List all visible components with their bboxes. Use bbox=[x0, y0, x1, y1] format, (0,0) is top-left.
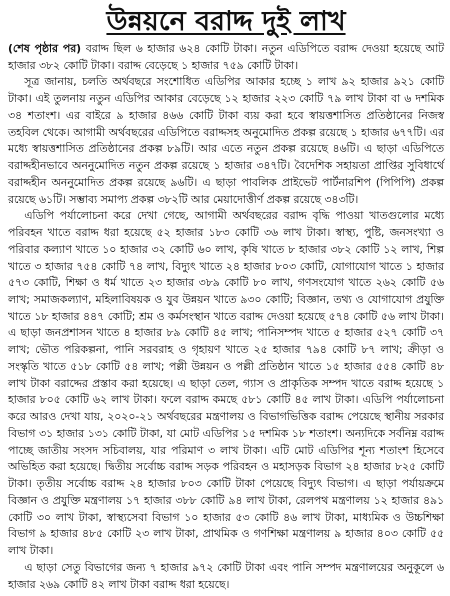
article-paragraph-3: এডিপি পর্যালোচনা করে দেখা গেছে, আগামী অর্থবছরের বরাদ্দ বৃদ্ধি পাওয়া খাতগুলোর মধ্যে পরিবহন খাতে বরাদ্দ ধরা হয়েছে ৫২ হাজার ১৮৩ কোটি ৩৬ লাখ টাকা। স্বাস্থ্য, পুষ্টি, জনসংখ্যা ও পরিবার কল্যাণ খাতে ১০ হাজার ৩২ কোটি ৬০ লাখ, কৃষি খাতে ৮ হাজার ৩৮২ কোটি ১২ লাখ, শিল্প খাতে ৩ হাজার ৭৫৪ কোটি ৭৪ লাখ, বিদ্যুৎ খাতে ২৪ হাজার ৮০৩ কোটি, যোগাযোগ খাতে ১ হাজার ৫৭৩ কোটি, শিক্ষা ও ধর্ম খাতে ২৩ হাজার ৩৮৯ কোটি ৮০ লাখ, গণসংযোগ খাতে ২৬২ কোটি ৫৬ লাখ; সমাজকল্যাণ, মহিলাবিষয়ক ও যুব উন্নয়ন খাতে ৯৩০ কোটি; বিজ্ঞান, তথ্য ও যোগাযোগ প্রযুক্তি খাতে ১৮ হাজার ৪৪৭ কোটি; শ্রম ও কর্মসংস্থান খাতে বরাদ্দ দেওয়া হয়েছে ৫৭৪ কোটি ৫৬ লাখ টাকা। এ ছাড়া জনপ্রশাসন খাতে ৪ হাজার ৮৯ কোটি ৪৫ লাখ; পানিসম্পদ খাতে ৫ হাজার ৫২৭ কোটি ৩৭ লাখ; ভৌত পরিকল্পনা, পানি সরবরাহ ও গৃহায়ণ খাতে ২৫ হাজার ৭৯৪ কোটি ৮৭ লাখ; ক্রীড়া ও সংস্কৃতি খাতে ৫১৮ কোটি ৫৪ লাখ; পল্লী উন্নয়ন ও পল্লী প্রতিষ্ঠান খাতে ১৫ হাজার ৫৫৪ কোটি ৪৮ লাখ টাকা বরাদ্দের প্রস্তাব করা হয়েছে। এ ছাড়া তেল, গ্যাস ও প্রাকৃতিক সম্পদ খাতে বরাদ্দ হয়েছে ১ হাজার ৮০৫ কোটি ৬২ লাখ টাকা। ফলে বরাদ্দ কমছে ৫৮১ কোটি ৪৫ লাখ টাকা। এডিপি পর্যালোচনা করে আরও দেখা যায়, ২০২০-২১ অর্থবছরের মন্ত্রণালয় ও বিভাগভিত্তিক বরাদ্দ পেয়েছে স্থানীয় সরকার বিভাগ ৩১ হাজার ১৩১ কোটি টাকা, যা মোট এডিপির ১৫ দশমিক ১৮ শতাংশ। অন্যদিকে সর্বনিম্ন বরাদ্দ পাচ্ছে জাতীয় সংসদ সচিবালয়, যার পরিমাণ ৩ লাখ টাকা। এটি মোট এডিপির শূন্য শতাংশ হিসেবে অভিহিত করা হয়েছে। দ্বিতীয় সর্বোচ্চ বরাদ্দ সড়ক পরিবহন ও মহাসড়ক বিভাগ ২৪ হাজার ৮২৫ কোটি টাকা। তৃতীয় সর্বোচ্চ বরাদ্দ ২৪ হাজার ৮০৩ কোটি টাকা পেয়েছে বিদ্যুৎ বিভাগ। এ ছাড়া পর্যায়ক্রমে বিজ্ঞান ও প্রযুক্তি মন্ত্রণালয় ১৭ হাজার ৩৮৮ কোটি ৯৪ লাখ টাকা, রেলপথ মন্ত্রণালয় ১২ হাজার ৪৯১ কোটি ৩০ লাখ টাকা, স্বাস্থ্যসেবা বিভাগ ১০ হাজার ৫৩ কোটি ৪৬ লাখ টাকা, মাধ্যমিক ও উচ্চশিক্ষা বিভাগ ৯ হাজার ৪৮৫ কোটি ২৩ লাখ টাকা, প্রাথমিক ও গণশিক্ষা মন্ত্রণালয় ৯ হাজার ৪০৩ কোটি ৫৫ লাখ টাকা। bbox=[8, 209, 444, 558]
article-paragraph-2: সূত্র জানায়, চলতি অর্থবছরে সংশোধিত এডিপির আকার হচ্ছে ১ লাখ ৯২ হাজার ৯২১ কোটি টাকা। এই তুলনায় নতুন এডিপির আকার বেড়েছে ১২ হাজার ২২৩ কোটি ৭৯ লাখ টাকা বা ৬ দশমিক ৩৪ শতাংশ। এর বাইরে ৯ হাজার ৪৬৬ কোটি টাকা ব্যয় করা হবে স্বায়ত্তশাসিত প্রতিষ্ঠানের নিজস্ব তহবিল থেকে। আগামী অর্থবছরের এডিপিতে বরাদ্দসহ অনুমোদিত প্রকল্প রয়েছে ১ হাজার ৬৭৭টি। এর মধ্যে স্বায়ত্তশাসিত প্রতিষ্ঠানের প্রকল্প ৮৯টি। আর এতে নতুন প্রকল্প রয়েছে ৪৬টি। এ ছাড়া এডিপিতে বরাদ্দহীনভাবে অননুমোদিত নতুন প্রকল্প রয়েছে ১ হাজার ৩৪৭টি। বৈদেশিক সহায়তা প্রাপ্তির সুবিধার্থে বরাদ্দহীন অননুমোদিত প্রকল্প রয়েছে ৯৬টি। এ ছাড়া পাবলিক প্রাইভেট পার্টনারশিপ (পিপিপি) প্রকল্প রয়েছে ৬১টি। সম্ভাব্য সমাপ্য প্রকল্প ৩৮২টি আর মেয়াদোত্তীর্ণ প্রকল্প রয়েছে ৩৪৩টি। bbox=[8, 75, 444, 206]
paragraph-text: বরাদ্দ ছিল ৬ হাজার ৬২৪ কোটি টাকা। নতুন এডিপিতে বরাদ্দ দেওয়া হয়েছে আট হাজার ৩৮২ কোটি টাকা। বরাদ্দ বেড়েছে ১ হাজার ৭৫৯ কোটি টাকা। bbox=[8, 42, 444, 72]
article-paragraph-1 bbox=[8, 41, 444, 74]
article-body bbox=[8, 41, 444, 593]
article-headline: উন্নয়নে বরাদ্দ দুই লাখ bbox=[106, 6, 346, 37]
continuation-label: (শেষ পৃষ্ঠার পর) bbox=[8, 42, 82, 55]
article-paragraph-4: এ ছাড়া সেতু বিভাগের জন্য ৭ হাজার ৯৭২ কোটি টাকা এবং পানি সম্পদ মন্ত্রণালয়ের অনুকূলে ৬ হাজার ২৬৯ কোটি ৪২ লাখ টাকা বরাদ্দ ধরা হয়েছে। bbox=[8, 560, 444, 591]
